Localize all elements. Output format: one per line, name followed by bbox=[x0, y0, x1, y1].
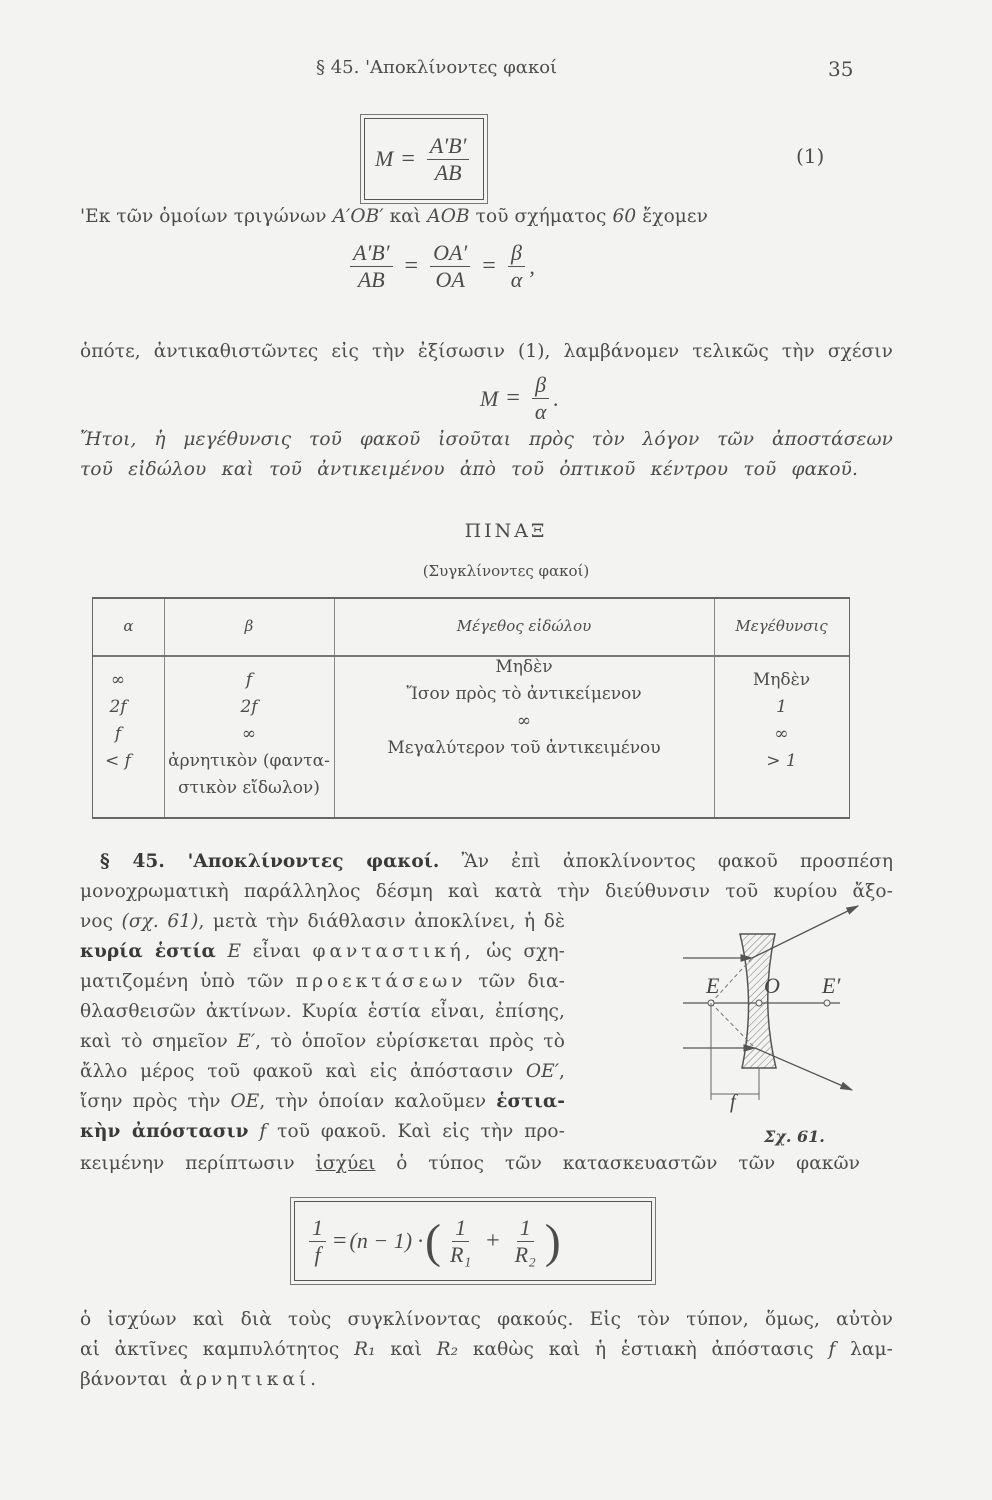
header-magnification: Μεγέθυνσις bbox=[735, 617, 828, 635]
period: . bbox=[553, 385, 559, 411]
text: ὡς σχη- bbox=[474, 941, 565, 962]
text: , μετὰ τὴν διάθλασιν ἀποκλίνει, ἡ δὲ bbox=[198, 911, 565, 932]
table-cell: Μηδὲν bbox=[495, 657, 553, 677]
text-line bbox=[80, 1152, 860, 1176]
text: ἔχομεν bbox=[636, 206, 708, 227]
converging-lens-table bbox=[92, 597, 850, 819]
text: τοῦ φακοῦ. Καὶ εἰς τὴν προ- bbox=[266, 1121, 566, 1142]
denominator: f bbox=[314, 1241, 321, 1267]
label-E: E bbox=[706, 973, 720, 998]
text: ὁ ἰσχύων καὶ διὰ τοὺς συγκλίνοντας φακούς. Εἰς τὸν τύπον, ὅμως, αὐτὸν bbox=[80, 1309, 893, 1330]
numerator: β bbox=[532, 372, 549, 399]
table-cell: Ἴσον πρὸς τὸ ἀντικείμενον bbox=[406, 684, 642, 704]
text-line bbox=[80, 970, 565, 994]
text: τῶν δια- bbox=[466, 971, 565, 992]
math-text: AOB bbox=[427, 206, 470, 227]
text: ἄλλο μέρος τοῦ φακοῦ καὶ εἰς ἀπόστασιν bbox=[80, 1061, 526, 1082]
table-cell: ∞ bbox=[774, 724, 789, 744]
refractive-term: (n − 1) · bbox=[349, 1228, 424, 1253]
statement-line-2: τοῦ εἰδώλου καὶ τοῦ ἀντικειμένου ἀπὸ τοῦ ὀπτικοῦ κέντρου τοῦ φακοῦ. bbox=[80, 459, 858, 480]
math-text: OE′ bbox=[525, 1061, 560, 1082]
figure-diverging-lens bbox=[660, 895, 900, 1155]
math-text: E′ bbox=[237, 1031, 256, 1052]
math-text: f bbox=[259, 1121, 267, 1142]
text: 'Εκ τῶν ὁμοίων τριγώνων bbox=[80, 206, 333, 227]
table-cell: > 1 bbox=[766, 751, 797, 771]
text: βάνονται bbox=[80, 1369, 180, 1390]
table-cell: Μεγαλύτερον τοῦ ἀντικειμένου bbox=[387, 738, 661, 758]
text: καὶ bbox=[375, 1339, 437, 1360]
bold-term: ἑστια- bbox=[496, 1091, 565, 1112]
header-beta: β bbox=[244, 617, 254, 635]
numerator: OA′ bbox=[430, 240, 470, 267]
table-cell: ∞ bbox=[241, 724, 257, 744]
fraction bbox=[427, 133, 470, 186]
math-text: E bbox=[227, 941, 242, 962]
fraction bbox=[512, 1215, 539, 1268]
text-line bbox=[100, 850, 893, 874]
text: ὁ τύπος τῶν κατασκευαστῶν τῶν φακῶν bbox=[375, 1153, 860, 1174]
magnification-column bbox=[714, 667, 849, 775]
table-cell: ∞ bbox=[110, 670, 126, 690]
denominator: α bbox=[534, 399, 547, 424]
numerator: 1 bbox=[517, 1215, 534, 1242]
text-line bbox=[80, 910, 565, 934]
numerator: A′B′ bbox=[427, 133, 470, 160]
text: νος bbox=[80, 911, 122, 932]
text: φανταστική, bbox=[312, 941, 475, 962]
text: , bbox=[559, 1061, 565, 1082]
text-line bbox=[80, 940, 565, 964]
denominator: α bbox=[510, 267, 523, 292]
header-alpha: α bbox=[123, 617, 134, 635]
table-cell: ἀρνητικὸν (φαντα- bbox=[168, 751, 330, 771]
text-line bbox=[80, 1030, 565, 1054]
numerator: 1 bbox=[452, 1215, 469, 1242]
bold-term: κὴν ἀπόστασιν bbox=[80, 1121, 249, 1142]
paragraph-similar-triangles bbox=[80, 205, 708, 229]
math-text: (σχ. 61) bbox=[121, 911, 199, 932]
math-text: A′OB′ bbox=[332, 206, 384, 227]
beta-column bbox=[164, 667, 334, 802]
text: ἰσχύει bbox=[315, 1153, 376, 1174]
text: ματιζομένη ὑπὸ τῶν bbox=[80, 971, 296, 992]
text: ἴσην πρὸς τὴν bbox=[80, 1091, 231, 1112]
label-f: f bbox=[730, 1091, 736, 1113]
image-size-column bbox=[334, 654, 714, 762]
numerator: A′B′ bbox=[350, 240, 393, 267]
left-paren: ( bbox=[425, 1214, 442, 1268]
text bbox=[249, 1121, 260, 1142]
table-cell: 2f bbox=[240, 697, 258, 717]
fraction bbox=[447, 1215, 474, 1268]
figure-ref: 60 bbox=[612, 206, 637, 227]
math-text: R₂ bbox=[436, 1339, 459, 1360]
text: Ἂν ἐπὶ ἀποκλίνοντος φακοῦ προσπέση bbox=[439, 851, 893, 872]
ray-bottom-refracted bbox=[755, 1048, 852, 1090]
math-text: R₁ bbox=[354, 1339, 376, 1360]
table-cell: 2f bbox=[109, 697, 127, 717]
text: , τὴν ὁποίαν καλοῦμεν bbox=[259, 1091, 497, 1112]
ray-top-refracted bbox=[752, 906, 858, 958]
text: αἱ ἀκτῖνες καμπυλότητος bbox=[80, 1339, 355, 1360]
text: μονοχρωματικὴ παράλληλος δέσμη καὶ κατὰ τὴν διεύθυνσιν τοῦ κυρίου ἄξο- bbox=[80, 881, 893, 902]
paragraph-substitution: ὁπότε, ἀντικαθιστῶντες εἰς τὴν ἐξίσωσιν (1), λαμβάνομεν τελικῶς τὴν σχέσιν bbox=[80, 341, 893, 362]
comma: , bbox=[529, 253, 535, 279]
label-O: O bbox=[764, 973, 780, 998]
page-number: 35 bbox=[828, 57, 854, 81]
eq-lhs: M bbox=[480, 385, 499, 411]
denominator: AB bbox=[434, 159, 462, 185]
figure-caption: Σχ. 61. bbox=[764, 1127, 825, 1146]
text: κειμένην περίπτωσιν bbox=[80, 1153, 316, 1174]
text-line bbox=[80, 1338, 893, 1362]
text: καὶ τὸ σημεῖον bbox=[80, 1031, 238, 1052]
eq-lhs: M bbox=[375, 146, 394, 171]
fraction bbox=[309, 1215, 326, 1268]
text-line bbox=[80, 1308, 893, 1332]
running-header-title: § 45. 'Αποκλίνοντες φακοί bbox=[316, 57, 558, 78]
bold-term: § 45. 'Αποκλίνοντες φακοί. bbox=[100, 851, 440, 872]
table-cell: 1 bbox=[776, 697, 787, 717]
header-image-size: Μέγεθος εἰδώλου bbox=[456, 617, 592, 635]
text-line bbox=[80, 1090, 565, 1114]
table-cell: f bbox=[114, 724, 122, 744]
text-line bbox=[80, 1000, 565, 1024]
label-E-prime: E′ bbox=[822, 973, 841, 998]
numerator: 1 bbox=[309, 1215, 326, 1242]
equation-number: (1) bbox=[796, 144, 825, 168]
denominator: R₂ bbox=[514, 1241, 536, 1267]
eq-sign: = bbox=[404, 253, 419, 279]
eq-sign: = bbox=[506, 385, 520, 411]
denominator: R₁ bbox=[450, 1241, 472, 1267]
plus-sign: + bbox=[486, 1227, 500, 1254]
math-text: OE bbox=[230, 1091, 260, 1112]
right-paren: ) bbox=[544, 1214, 561, 1268]
text: καὶ bbox=[383, 206, 428, 227]
text: καθὼς καὶ ἡ ἑστιακὴ ἀπόστασις bbox=[458, 1339, 829, 1360]
numerator: β bbox=[508, 240, 525, 267]
equation-magnification-ratio bbox=[480, 372, 559, 425]
text: λαμ- bbox=[835, 1339, 893, 1360]
table-cell: f bbox=[245, 670, 253, 690]
center-O-point bbox=[756, 1000, 762, 1006]
table-subtitle: (Συγκλίνοντες φακοί) bbox=[422, 562, 590, 580]
text-line bbox=[80, 1120, 565, 1144]
focus-E2-point bbox=[824, 1000, 830, 1006]
fraction bbox=[508, 240, 526, 293]
eq-sign: = bbox=[333, 1227, 347, 1254]
lensmaker-equation-box bbox=[294, 1201, 652, 1281]
table-cell: στικὸν εἴδωλον) bbox=[178, 778, 320, 798]
text: ἀρνητικαί. bbox=[179, 1369, 320, 1390]
equation-magnification-box bbox=[364, 118, 484, 200]
table-cell: Μηδὲν bbox=[752, 670, 811, 690]
text: εἶναι bbox=[241, 941, 313, 962]
fraction bbox=[532, 372, 550, 425]
fraction bbox=[350, 240, 393, 293]
eq-sign: = bbox=[401, 145, 415, 172]
text: θλασθεισῶν ἀκτίνων. Κυρία ἑστία εἶναι, ἐπίσης, bbox=[80, 1001, 565, 1022]
text: , τὸ ὁποῖον εὑρίσκεται πρὸς τὸ bbox=[255, 1031, 565, 1052]
text-line bbox=[80, 1368, 320, 1392]
alpha-column bbox=[93, 667, 143, 775]
table-cell: ∞ bbox=[516, 711, 532, 731]
table-cell: < f bbox=[105, 751, 131, 771]
equation-ratios bbox=[346, 240, 535, 293]
text-line bbox=[80, 1060, 565, 1084]
statement-line-1: Ἤτοι, ἡ μεγέθυνσις τοῦ φακοῦ ἰσοῦται πρὸς τὸν λόγον τῶν ἀποστάσεων bbox=[80, 429, 893, 450]
denominator: OA bbox=[435, 267, 465, 292]
denominator: AB bbox=[357, 267, 385, 292]
text: τοῦ σχήματος bbox=[469, 206, 613, 227]
math-text: f bbox=[828, 1339, 836, 1360]
eq-sign: = bbox=[482, 253, 496, 279]
text bbox=[216, 941, 228, 962]
table-title: ΠΙΝΑΞ bbox=[464, 520, 548, 542]
bold-term: κυρία ἑστία bbox=[80, 941, 216, 962]
text: προεκτάσεων bbox=[295, 971, 467, 992]
fraction bbox=[430, 240, 470, 293]
